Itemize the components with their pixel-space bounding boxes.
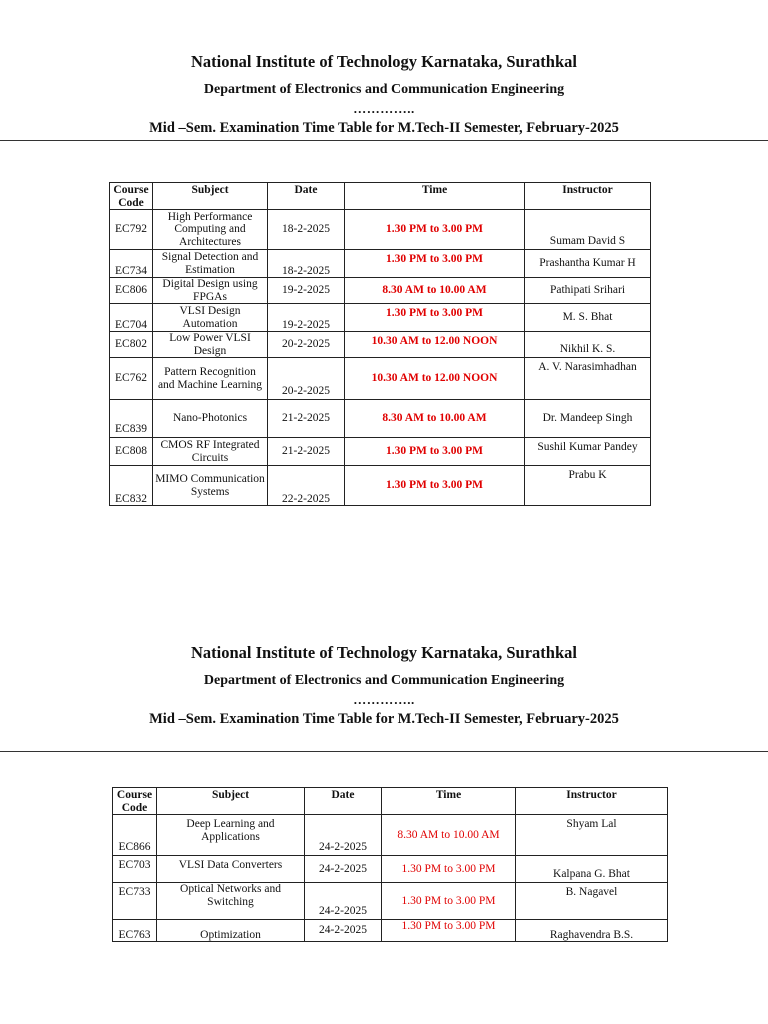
subject: Deep Learning and Applications	[157, 815, 305, 856]
exam-date: 20-2-2025	[268, 358, 345, 400]
header-subject: Subject	[157, 788, 305, 815]
course-code: EC762	[110, 358, 153, 400]
exam-time: 1.30 PM to 3.00 PM	[345, 210, 525, 250]
table-header-row	[110, 183, 651, 210]
exam-time: 1.30 PM to 3.00 PM	[345, 304, 525, 332]
course-code: EC839	[110, 400, 153, 438]
exam-date: 22-2-2025	[268, 466, 345, 506]
instructor: Prashantha Kumar H	[525, 250, 651, 278]
course-code: EC734	[110, 250, 153, 278]
instructor: Nikhil K. S.	[525, 332, 651, 358]
header-course-code: Course Code	[113, 788, 157, 815]
course-code: EC806	[110, 278, 153, 304]
subject: VLSI Design Automation	[153, 304, 268, 332]
course-code: EC808	[110, 438, 153, 466]
header-instructor: Instructor	[525, 183, 651, 210]
header-time: Time	[382, 788, 516, 815]
header-course-code: Course Code	[110, 183, 153, 210]
table-header-row	[113, 788, 668, 815]
exam-title: Mid –Sem. Examination Time Table for M.Tech-II Semester, February-2025	[149, 120, 619, 136]
course-code: EC792	[110, 210, 153, 250]
instructor: Prabu K	[525, 466, 651, 506]
timetable-2	[112, 787, 668, 942]
exam-time: 8.30 AM to 10.00 AM	[345, 278, 525, 304]
exam-time: 10.30 AM to 12.00 NOON	[345, 358, 525, 400]
instructor: Sumam David S	[525, 210, 651, 250]
instructor: M. S. Bhat	[525, 304, 651, 332]
department-title: Department of Electronics and Communication Engineering	[203, 82, 565, 97]
exam-time: 1.30 PM to 3.00 PM	[345, 466, 525, 506]
header-time: Time	[345, 183, 525, 210]
exam-date: 24-2-2025	[305, 920, 382, 942]
course-code: EC704	[110, 304, 153, 332]
course-code: EC703	[113, 856, 157, 883]
table-row	[110, 250, 651, 278]
header-date: Date	[268, 183, 345, 210]
timetable-1	[109, 182, 651, 506]
instructor: Sushil Kumar Pandey	[525, 438, 651, 466]
exam-title: Mid –Sem. Examination Time Table for M.Tech-II Semester, February-2025	[149, 711, 619, 727]
institute-title: National Institute of Technology Karnataka, Surathkal	[191, 52, 577, 71]
exam-date: 18-2-2025	[268, 210, 345, 250]
instructor: Raghavendra B.S.	[516, 920, 668, 942]
table-row	[113, 815, 668, 856]
exam-time: 10.30 AM to 12.00 NOON	[345, 332, 525, 358]
subject: Digital Design using FPGAs	[153, 278, 268, 304]
table-row	[113, 883, 668, 920]
course-code: EC832	[110, 466, 153, 506]
subject: Signal Detection and Estimation	[153, 250, 268, 278]
department-title: Department of Electronics and Communication Engineering	[203, 673, 565, 688]
instructor: Dr. Mandeep Singh	[525, 400, 651, 438]
table-row	[113, 856, 668, 883]
table-row	[110, 278, 651, 304]
institute-title: National Institute of Technology Karnataka, Surathkal	[191, 643, 577, 662]
exam-time: 1.30 PM to 3.00 PM	[345, 250, 525, 278]
course-code: EC733	[113, 883, 157, 920]
exam-time: 8.30 AM to 10.00 AM	[345, 400, 525, 438]
header-date: Date	[305, 788, 382, 815]
exam-date: 24-2-2025	[305, 883, 382, 920]
dots-separator: …………..	[353, 692, 415, 707]
exam-date: 20-2-2025	[268, 332, 345, 358]
course-code: EC763	[113, 920, 157, 942]
exam-time: 1.30 PM to 3.00 PM	[382, 856, 516, 883]
subject: Nano-Photonics	[153, 400, 268, 438]
table-row	[110, 438, 651, 466]
exam-date: 21-2-2025	[268, 438, 345, 466]
subject: Pattern Recognition and Machine Learning	[153, 358, 268, 400]
exam-date: 24-2-2025	[305, 815, 382, 856]
instructor: Shyam Lal	[516, 815, 668, 856]
exam-date: 21-2-2025	[268, 400, 345, 438]
instructor: B. Nagavel	[516, 883, 668, 920]
course-code: EC866	[113, 815, 157, 856]
exam-time: 1.30 PM to 3.00 PM	[382, 883, 516, 920]
subject: VLSI Data Converters	[157, 856, 305, 883]
dots-separator: …………..	[353, 101, 415, 116]
header-subject: Subject	[153, 183, 268, 210]
instructor: A. V. Narasimhadhan	[525, 358, 651, 400]
exam-date: 19-2-2025	[268, 304, 345, 332]
exam-time: 8.30 AM to 10.00 AM	[382, 815, 516, 856]
horizontal-rule	[0, 140, 768, 141]
horizontal-rule	[0, 751, 768, 752]
exam-time: 1.30 PM to 3.00 PM	[382, 920, 516, 942]
table-row	[110, 466, 651, 506]
exam-time: 1.30 PM to 3.00 PM	[345, 438, 525, 466]
subject: CMOS RF Integrated Circuits	[153, 438, 268, 466]
table-row	[110, 400, 651, 438]
instructor: Pathipati Srihari	[525, 278, 651, 304]
instructor: Kalpana G. Bhat	[516, 856, 668, 883]
table-row	[110, 332, 651, 358]
course-code: EC802	[110, 332, 153, 358]
exam-date: 24-2-2025	[305, 856, 382, 883]
table-row	[110, 304, 651, 332]
subject: Optical Networks and Switching	[157, 883, 305, 920]
header-instructor: Instructor	[516, 788, 668, 815]
subject: High Performance Computing and Architectures	[153, 210, 268, 250]
subject: MIMO Communication Systems	[153, 466, 268, 506]
subject: Optimization	[157, 920, 305, 942]
table-row	[110, 358, 651, 400]
subject: Low Power VLSI Design	[153, 332, 268, 358]
exam-date: 19-2-2025	[268, 278, 345, 304]
table-row	[110, 210, 651, 250]
exam-date: 18-2-2025	[268, 250, 345, 278]
table-row	[113, 920, 668, 942]
